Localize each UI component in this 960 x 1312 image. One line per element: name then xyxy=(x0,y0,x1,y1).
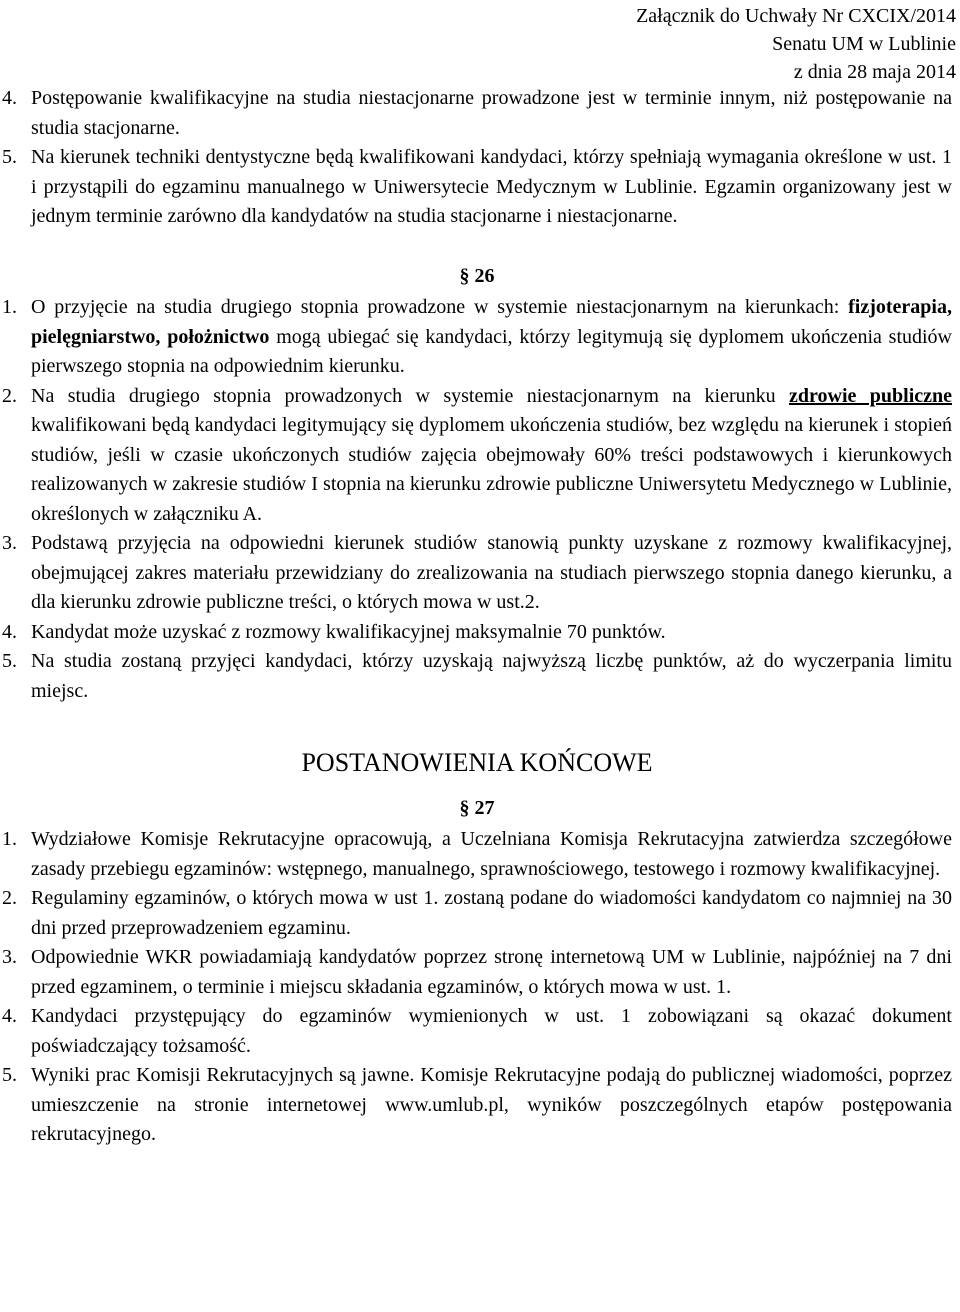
item-text: Wyniki prac Komisji Rekrutacyjnych są jawne. Komisje Rekrutacyjne podają do publicznej wiadomości, poprzez umieszczenie na stronie internetowej www.umlub.pl, wyników poszczególnych etapów postępowania rekrutacyjnego. xyxy=(31,1064,952,1145)
list-item xyxy=(2,618,952,648)
list-item xyxy=(2,1061,952,1150)
list-item xyxy=(2,382,952,530)
item-number: 2. xyxy=(2,887,17,909)
list-item xyxy=(2,1002,952,1061)
item-number: 4. xyxy=(2,1005,17,1027)
list-item xyxy=(2,647,952,706)
item-text: Kandydaci przystępujący do egzaminów wymienionych w ust. 1 zobowiązani są okazać dokument poświadczający tożsamość. xyxy=(31,1005,952,1057)
item-number: 5. xyxy=(2,1064,17,1086)
item-text-bold: fizjoterapia, pielęgniarstwo, położnictwo xyxy=(31,296,952,348)
item-text: Odpowiednie WKR powiadamiają kandydatów poprzez stronę internetową UM w Lublinie, najpóźniej na 7 dni przed egzaminem, o terminie i miejscu składania egzaminów, o których mowa w ust. 1. xyxy=(31,946,952,998)
item-text-bold: zdrowie publiczne xyxy=(789,384,952,407)
item-number: 5. xyxy=(2,146,17,168)
item-number: 4. xyxy=(2,620,17,643)
section-title-27: § 27 xyxy=(459,796,495,819)
header-line-resolution: Załącznik do Uchwały Nr CXCIX/2014 xyxy=(636,5,956,27)
item-text: Postępowanie kwalifikacyjne na studia niestacjonarne prowadzone jest w terminie innym, niż postępowanie na studia stacjonarne. xyxy=(31,87,952,139)
item-text: Na studia zostaną przyjęci kandydaci, którzy uzyskają najwyższą liczbę punktów, aż do wyczerpania limitu miejsc. xyxy=(31,650,952,702)
final-provisions-heading: POSTANOWIENIA KOŃCOWE xyxy=(301,748,653,777)
list-item xyxy=(2,884,952,943)
item-number: 3. xyxy=(2,946,17,968)
item-number: 1. xyxy=(2,296,17,318)
item-number: 2. xyxy=(2,384,17,407)
attachment-header xyxy=(636,2,956,86)
item-text-a: Na studia drugiego stopnia prowadzonych w systemie niestacjonarnym na kierunku xyxy=(31,384,789,407)
item-text: Regulaminy egzaminów, o których mowa w ust 1. zostaną podane do wiadomości kandydatom co najmniej na 30 dni przed przeprowadzeniem egzaminu. xyxy=(31,887,952,939)
item-number: 4. xyxy=(2,87,17,109)
item-text-a: O przyjęcie na studia drugiego stopnia prowadzone w systemie niestacjonarnym na kierunkach: xyxy=(31,296,849,318)
list-item xyxy=(2,84,952,143)
section-title-26: § 26 xyxy=(459,264,495,287)
item-text-b: kwalifikowani będą kandydaci legitymujący się dyplomem ukończenia studiów, bez względu na kierunek i stopień studiów, jeśli w czasie ukończonych studiów zajęcia obejmowały 60% treści podstawowych i kierunkowych realizowanych w zakresie studiów I stopnia na kierunku zdrowie publiczne Uniwersytetu Medycznego w Lublinie, określonych w załączniku A. xyxy=(31,414,952,525)
item-text: Podstawą przyjęcia na odpowiedni kierunek studiów stanowią punkty uzyskane z rozmowy kwalifikacyjnej, obejmującej zakres materiału przewidziany do zrealizowania na studiach pierwszego stopnia danego kierunku, a dla kierunku zdrowie publiczne treści, o których mowa w ust.2. xyxy=(31,532,952,613)
list-item xyxy=(2,943,952,1002)
header-line-date: z dnia 28 maja 2014 xyxy=(793,61,956,83)
item-number: 1. xyxy=(2,828,17,850)
document-body xyxy=(2,84,952,1150)
header-line-senate: Senatu UM w Lublinie xyxy=(772,33,956,55)
item-number: 5. xyxy=(2,650,17,672)
list-item xyxy=(2,825,952,884)
list-item xyxy=(2,143,952,232)
list-item xyxy=(2,293,952,382)
item-number: 3. xyxy=(2,532,17,554)
item-text: Na kierunek techniki dentystyczne będą kwalifikowani kandydaci, którzy spełniają wymagania określone w ust. 1 i przystąpili do egzaminu manualnego w Uniwersytecie Medycznym w Lublinie. Egzamin organizowany jest w jednym terminie zarówno dla kandydatów na studia stacjonarne i niestacjonarne. xyxy=(31,146,952,227)
item-text-b: mogą ubiegać się kandydaci, którzy legitymują się dyplomem ukończenia studiów pierwszego stopnia na odpowiednim kierunku. xyxy=(31,325,953,377)
list-item xyxy=(2,529,952,618)
item-text: Wydziałowe Komisje Rekrutacyjne opracowują, a Uczelniana Komisja Rekrutacyjna zatwierdza szczegółowe zasady przebiegu egzaminów: wstępnego, manualnego, sprawnościowego, testowego i rozmowy kwalifikacyjnej. xyxy=(31,828,952,880)
item-text: Kandydat może uzyskać z rozmowy kwalifikacyjnej maksymalnie 70 punktów. xyxy=(31,620,666,643)
